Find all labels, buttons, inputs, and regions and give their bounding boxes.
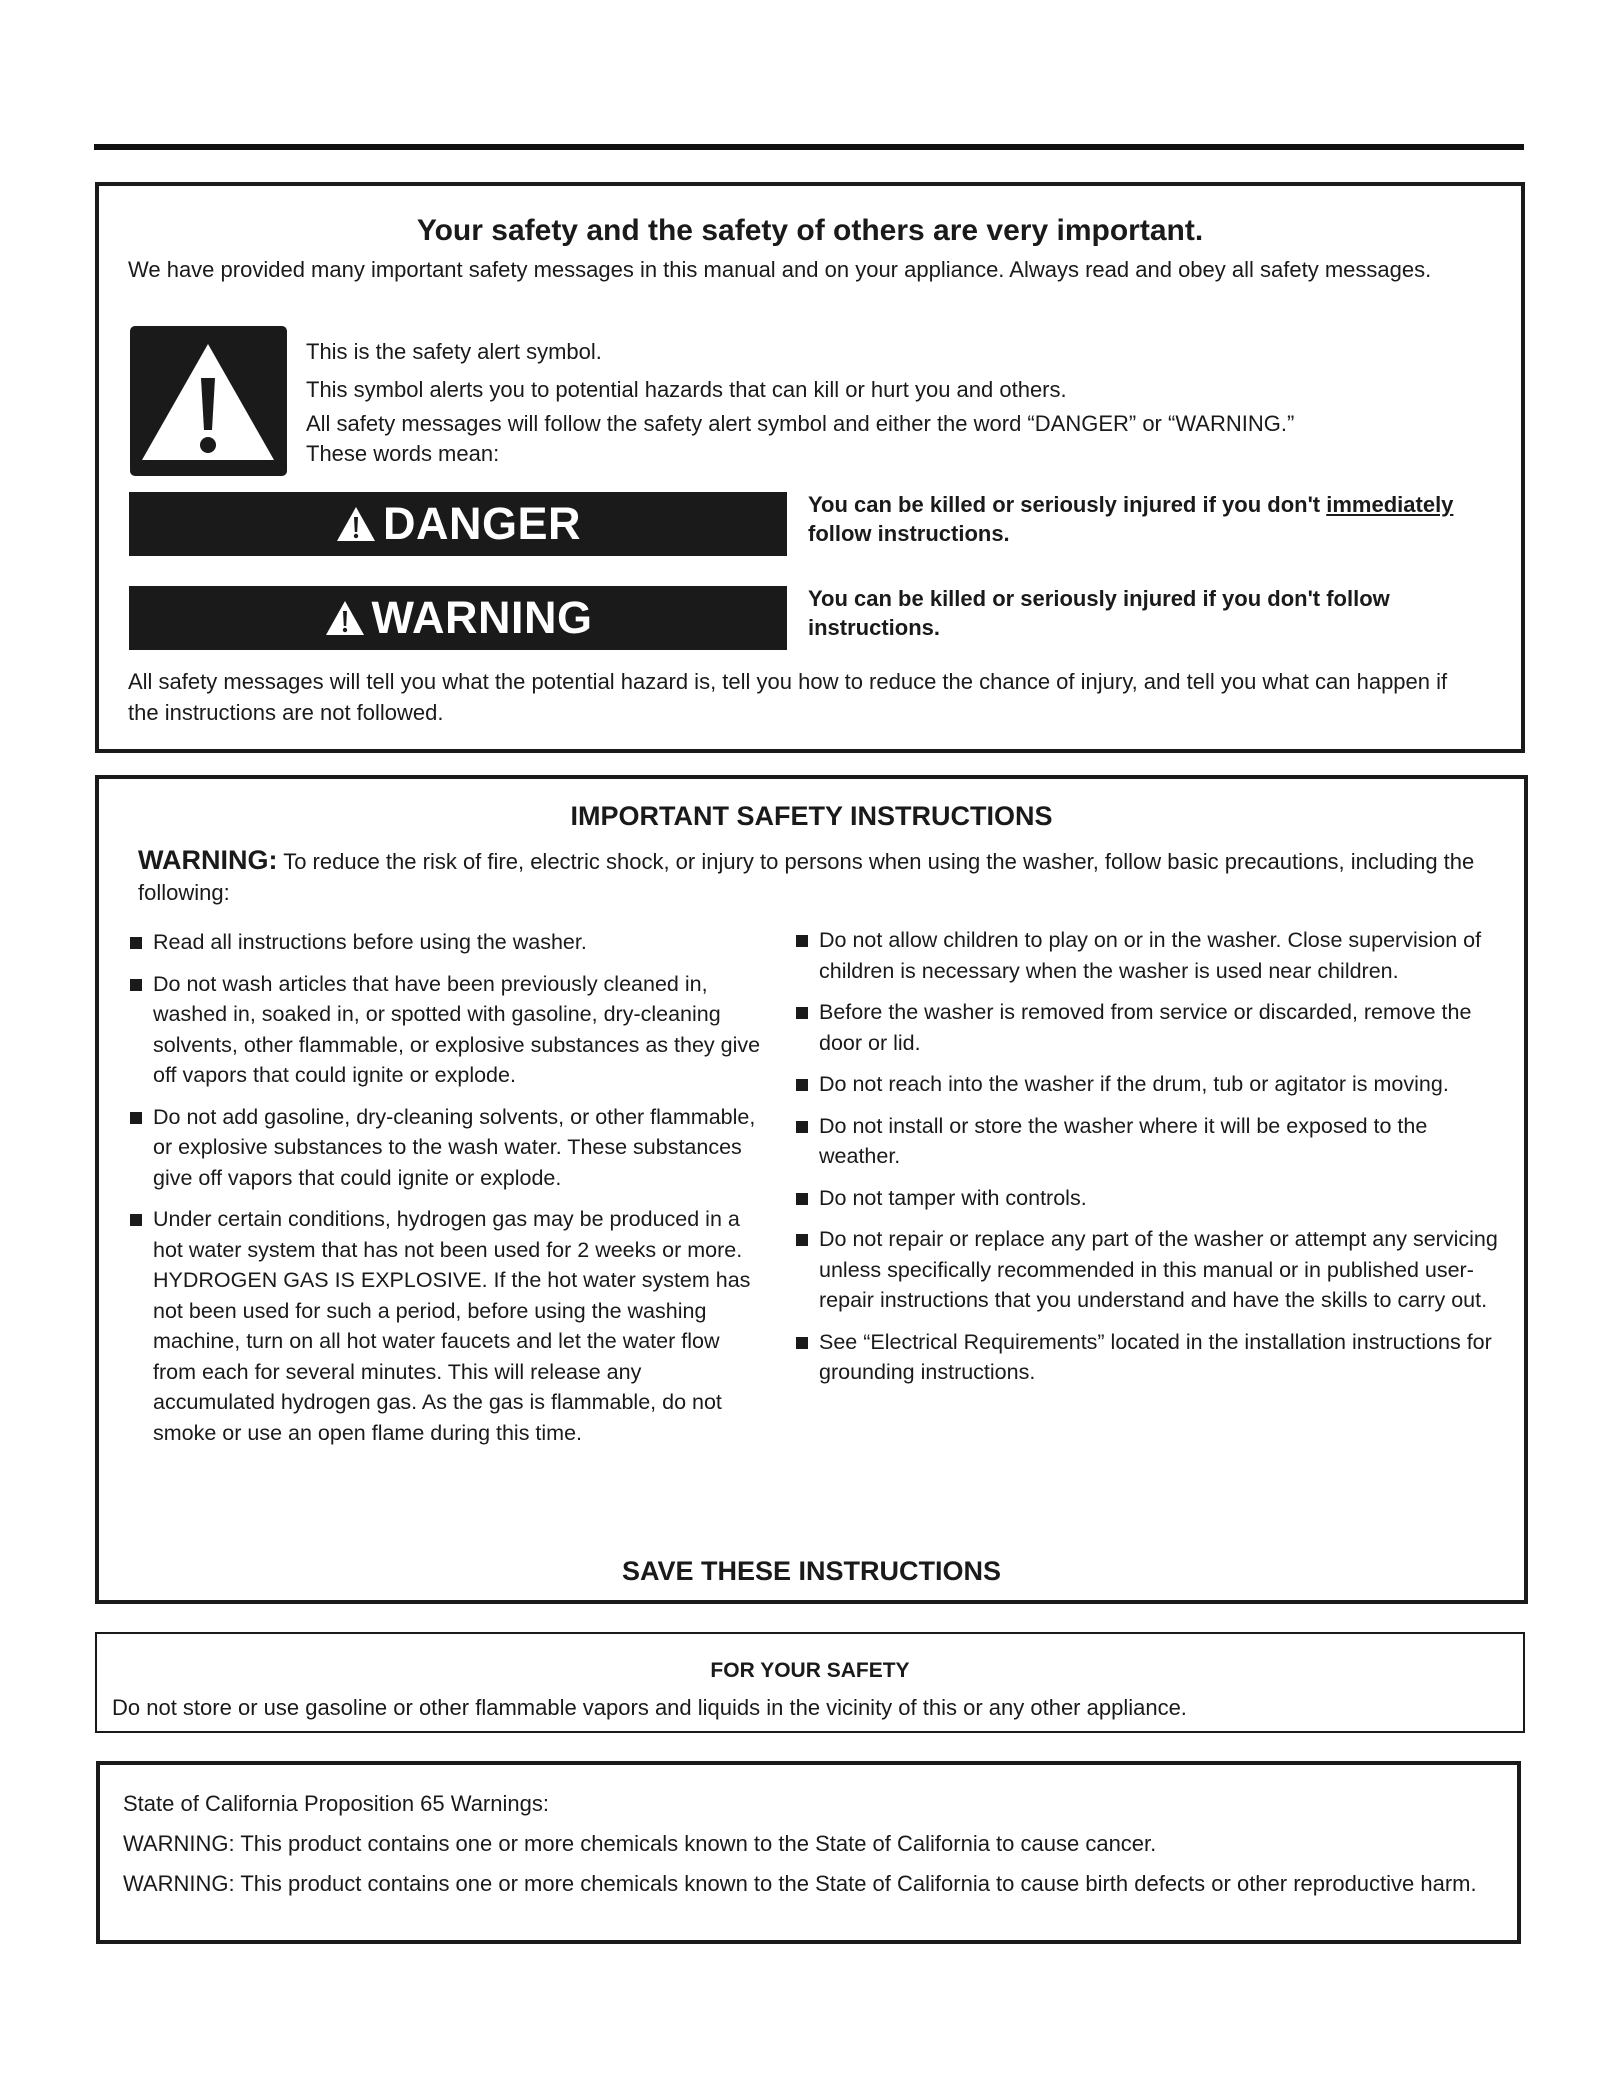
safety-alert-triangle-icon: [130, 326, 287, 476]
prop65-box: [96, 1761, 1521, 1944]
danger-signal-bar: [129, 492, 787, 556]
instructions-left-column: [128, 927, 768, 1459]
instruction-item: [128, 969, 768, 1091]
instruction-item: [128, 1204, 768, 1448]
top-rule: [94, 144, 1524, 150]
instruction-text: Do not repair or replace any part of the washer or attempt any servicing unless specifically recommended in this manual or in published user-repair instructions that you understand and have the skills to carry out.: [819, 1227, 1498, 1312]
warning-signal-bar: [129, 586, 787, 650]
for-your-safety-text: Do not store or use gasoline or other flammable vapors and liquids in the vicinity of this or any other appliance.: [112, 1695, 1187, 1720]
instruction-item: [128, 927, 768, 958]
danger-text-after: follow instructions.: [808, 521, 1010, 546]
bullet-square-icon: [130, 1112, 142, 1124]
symbol-line-4: These words mean:: [306, 441, 500, 466]
instruction-text: Do not wash articles that have been previously cleaned in, washed in, soaked in, or spotted with gasoline, dry-cleaning solvents, other flammable, or explosive substances as they give off vapors that could ignite or explode.: [153, 971, 761, 1087]
bullet-square-icon: [796, 1079, 808, 1091]
safety-outro: All safety messages will tell you what the potential hazard is, tell you how to reduce the chance of injury, and tell you what can happen if the instructions are not followed.: [128, 669, 1448, 725]
save-instructions: SAVE THESE INSTRUCTIONS: [621, 1556, 1002, 1586]
bullet-square-icon: [796, 1007, 808, 1019]
instruction-item: [794, 1183, 1509, 1214]
instructions-warning-lead: WARNING:: [138, 845, 278, 875]
warning-label: WARNING: [371, 592, 593, 643]
danger-text-emphasis: immediately: [1326, 492, 1454, 517]
bullet-square-icon: [796, 1121, 808, 1133]
bullet-square-icon: [796, 1337, 808, 1349]
instruction-text: Before the washer is removed from service or discarded, remove the door or lid.: [819, 1000, 1472, 1055]
instruction-item: [128, 1102, 768, 1194]
bullet-square-icon: [796, 935, 808, 947]
warning-alert-icon: [324, 599, 366, 637]
instructions-warning-text: To reduce the risk of fire, electric shock, or injury to persons when using the washer, follow basic precautions, including the following:: [138, 849, 1475, 905]
important-safety-instructions-box: [95, 775, 1528, 1604]
prop65-warning-1: WARNING: This product contains one or more chemicals known to the State of California to cause cancer.: [123, 1831, 1157, 1856]
bullet-square-icon: [796, 1193, 808, 1205]
bullet-square-icon: [130, 937, 142, 949]
symbol-explanation: [306, 333, 1481, 469]
instruction-text: Do not tamper with controls.: [819, 1185, 1087, 1210]
instruction-item: [794, 997, 1509, 1058]
symbol-line-2: This symbol alerts you to potential hazards that can kill or hurt you and others.: [306, 377, 1067, 402]
instruction-text: Do not reach into the washer if the drum, tub or agitator is moving.: [819, 1072, 1449, 1096]
instruction-text: Read all instructions before using the washer.: [153, 930, 587, 954]
instruction-item: [794, 1111, 1509, 1172]
instruction-item: [794, 1069, 1509, 1100]
symbol-line-3: All safety messages will follow the safety alert symbol and either the word “DANGER” or “WARNING.”: [306, 411, 1295, 436]
instruction-text: Under certain conditions, hydrogen gas may be produced in a hot water system that has not been used for 2 weeks or more. HYDROGEN GAS IS EXPLOSIVE. If the hot water system has not been used for such a period, before using the washing machine, turn on all hot water faucets and let the water flow from each for several minutes. This will release any accumulated hydrogen gas. As the gas is flammable, do not smoke or use an open flame during this time.: [153, 1207, 751, 1445]
safety-intro: We have provided many important safety messages in this manual and on your appliance. Always read and obey all safety messages.: [128, 257, 1432, 282]
danger-text-before: You can be killed or seriously injured if you don't: [808, 492, 1327, 517]
for-your-safety-heading: FOR YOUR SAFETY: [710, 1659, 910, 1682]
instruction-item: [794, 925, 1509, 986]
safety-heading: Your safety and the safety of others are very important.: [416, 214, 1204, 247]
danger-meaning: [808, 490, 1508, 548]
instruction-text: See “Electrical Requirements” located in the installation instructions for grounding instructions.: [819, 1329, 1492, 1384]
for-your-safety-box: [95, 1632, 1525, 1733]
danger-alert-icon: [335, 505, 377, 543]
instructions-heading: IMPORTANT SAFETY INSTRUCTIONS: [570, 801, 1053, 831]
bullet-square-icon: [130, 979, 142, 991]
bullet-square-icon: [796, 1234, 808, 1246]
instruction-text: Do not allow children to play on or in the washer. Close supervision of children is necessary when the washer is used near children.: [819, 928, 1482, 983]
prop65-warning-2: WARNING: This product contains one or more chemicals known to the State of California to cause birth defects or other reproductive harm.: [123, 1871, 1477, 1896]
warning-meaning: You can be killed or seriously injured if you don't follow instructions.: [808, 586, 1390, 640]
instruction-item: [794, 1224, 1509, 1316]
prop65-heading: State of California Proposition 65 Warnings:: [123, 1791, 549, 1816]
instruction-item: [794, 1327, 1509, 1388]
symbol-line-1: This is the safety alert symbol.: [306, 339, 602, 364]
bullet-square-icon: [130, 1214, 142, 1226]
instructions-right-column: [794, 925, 1509, 1399]
instructions-warning: [138, 845, 1479, 908]
danger-label: DANGER: [382, 498, 581, 549]
instruction-text: Do not install or store the washer where it will be exposed to the weather.: [819, 1113, 1428, 1168]
instruction-text: Do not add gasoline, dry-cleaning solvents, or other flammable, or explosive substances to the wash water. These substances give off vapors that could ignite or explode.: [153, 1104, 756, 1190]
safety-messages-box: [95, 182, 1525, 753]
